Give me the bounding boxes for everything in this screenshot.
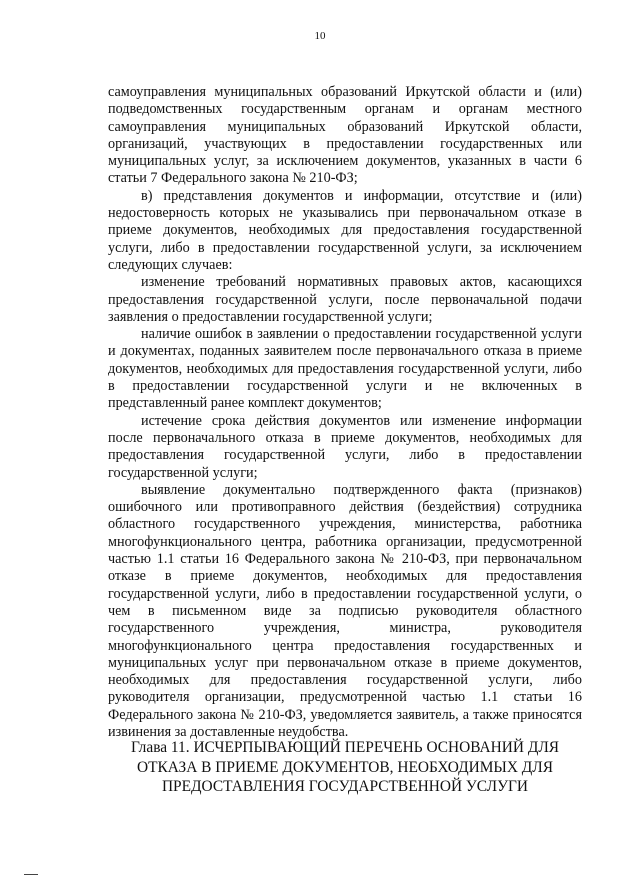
chapter-heading-line-2: ОТКАЗА В ПРИЕМЕ ДОКУМЕНТОВ, НЕОБХОДИМЫХ ДЛЯ (136, 758, 553, 776)
paragraph-continuation: самоуправления муниципальных образований Иркутской области и (или) подведомственных государственным органам и органам местного самоуправления муниципальных образований Иркутской области, организаций, участвующих в предоставлении государственных или муниципальных услуг, за исключением документов, указанных в части 6 статьи 7 Федерального закона № 210-ФЗ; (108, 84, 582, 187)
chapter-heading-line-3: ПРЕДОСТАВЛЕНИЯ ГОСУДАРСТВЕННОЙ УСЛУГИ (161, 778, 529, 795)
chapter-heading-line-1: Глава 11. ИСЧЕРПЫВАЮЩИЙ ПЕРЕЧЕНЬ ОСНОВАНИЙ ДЛЯ (130, 739, 560, 756)
paragraph-case-wrongful-action: выявление документально подтвержденного факта (признаков) ошибочного или противоправного действия (бездействия) сотрудника областного государственного учреждения, министерства, работника многофункционального центра, работника организации, предусмотренной частью 1.1 статьи 16 Федерального закона № 210-ФЗ, при первоначальном отказе в приеме документов, необходимых для предоставления государственной услуги, либо в предоставлении государственной услуги, о чем в письменном виде за подписью руководителя областного государственного учреждения, министра, руководителя многофункционального центра предоставления государственных и муниципальных услуг при первоначальном отказе в приеме документов, необходимых для предоставления государственной услуги, либо руководителя организации, предусмотренной частью 1.1 статьи 16 Федерального закона № 210-ФЗ, уведомляется заявитель, а также приносятся извинения за доставленные неудобства. (108, 481, 582, 740)
scan-mark (24, 874, 38, 875)
paragraph-case-expiry: истечение срока действия документов или изменение информации после первоначального отказа в приеме документов, необходимых для предоставления государственной услуги, либо в предоставлении государственной услуги; (108, 412, 582, 481)
body-text (108, 84, 582, 741)
paragraph-item-v: в) представления документов и информации, отсутствие и (или) недостоверность которых не указывались при первоначальном отказе в приеме документов, необходимых для предоставления государственной услуги, либо в предоставлении государственной услуги, за исключением следующих случаев: (108, 187, 582, 273)
page-number: 10 (314, 30, 326, 42)
paragraph-case-requirements-change: изменение требований нормативных правовых актов, касающихся предоставления государственной услуги, после первоначальной подачи заявления о предоставлении государственной услуги; (108, 274, 582, 325)
paragraph-case-errors: наличие ошибок в заявлении о предоставлении государственной услуги и документах, поданных заявителем после первоначального отказа в приеме документов, необходимых для предоставления государственной услуги, либо в предоставлении государственной услуги и не включенных в представленный ранее комплект документов; (108, 326, 582, 412)
chapter-heading (108, 738, 582, 797)
